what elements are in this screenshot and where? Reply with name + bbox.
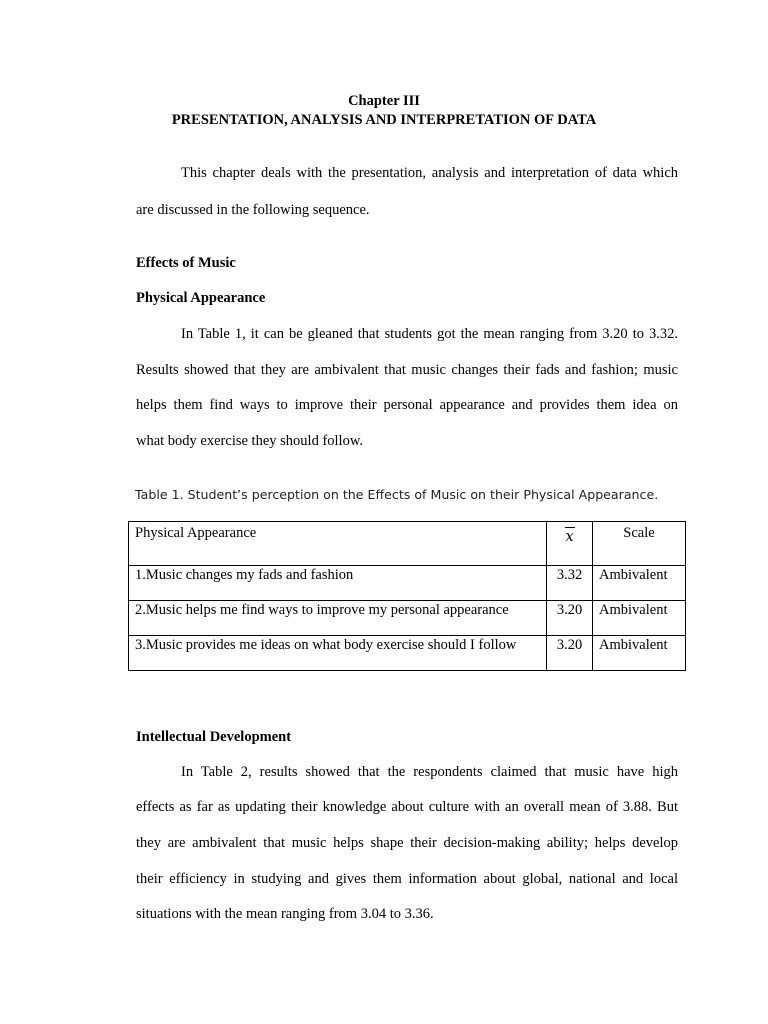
table-row bbox=[129, 636, 686, 671]
header-physical-appearance: Physical Appearance bbox=[129, 522, 547, 566]
section-title-effects-of-music: Effects of Music bbox=[136, 255, 236, 271]
subsection-title-physical-appearance: Physical Appearance bbox=[136, 290, 266, 306]
header-mean bbox=[547, 522, 593, 566]
table-header-row bbox=[129, 522, 686, 566]
row-mean: 3.32 bbox=[547, 566, 593, 601]
paragraph-line: helps them find ways to improve their personal appearance and provides them idea on bbox=[136, 397, 678, 413]
table-row bbox=[129, 601, 686, 636]
paragraph-line: effects as far as updating their knowledge about culture with an overall mean of 3.88. But bbox=[136, 799, 678, 815]
subsection-title-intellectual-development: Intellectual Development bbox=[136, 729, 292, 745]
row-scale: Ambivalent bbox=[593, 566, 686, 601]
row-mean: 3.20 bbox=[547, 636, 593, 671]
paragraph-line: situations with the mean ranging from 3.04 to 3.36. bbox=[136, 906, 434, 922]
chapter-heading: PRESENTATION, ANALYSIS AND INTERPRETATION OF DATA bbox=[171, 112, 597, 128]
header-scale: Scale bbox=[593, 522, 686, 566]
row-scale: Ambivalent bbox=[593, 601, 686, 636]
physical-appearance-table bbox=[128, 521, 686, 671]
row-item: 1.Music changes my fads and fashion bbox=[129, 566, 547, 601]
intro-line-2: are discussed in the following sequence. bbox=[136, 202, 370, 218]
paragraph-line: what body exercise they should follow. bbox=[136, 433, 363, 449]
paragraph-line: In Table 1, it can be gleaned that students got the mean ranging from 3.20 to 3.32. bbox=[181, 326, 678, 342]
table-row bbox=[129, 566, 686, 601]
mean-symbol: x bbox=[565, 529, 574, 545]
table-caption: Table 1. Student’s perception on the Effects of Music on their Physical Appearance. bbox=[135, 487, 659, 502]
row-scale: Ambivalent bbox=[593, 636, 686, 671]
paragraph-line: they are ambivalent that music helps shape their decision-making ability; helps develop bbox=[136, 835, 678, 851]
paragraph-line: their efficiency in studying and gives them information about global, national and local bbox=[136, 871, 678, 887]
row-mean: 3.20 bbox=[547, 601, 593, 636]
paragraph-line: In Table 2, results showed that the respondents claimed that music have high bbox=[181, 764, 678, 780]
row-item: 2.Music helps me find ways to improve my personal appearance bbox=[129, 601, 547, 636]
intro-line-1: This chapter deals with the presentation, analysis and interpretation of data which bbox=[181, 165, 678, 181]
paragraph-line: Results showed that they are ambivalent that music changes their fads and fashion; music bbox=[136, 362, 678, 378]
chapter-label: Chapter III bbox=[348, 93, 420, 109]
row-item: 3.Music provides me ideas on what body exercise should I follow bbox=[129, 636, 547, 671]
